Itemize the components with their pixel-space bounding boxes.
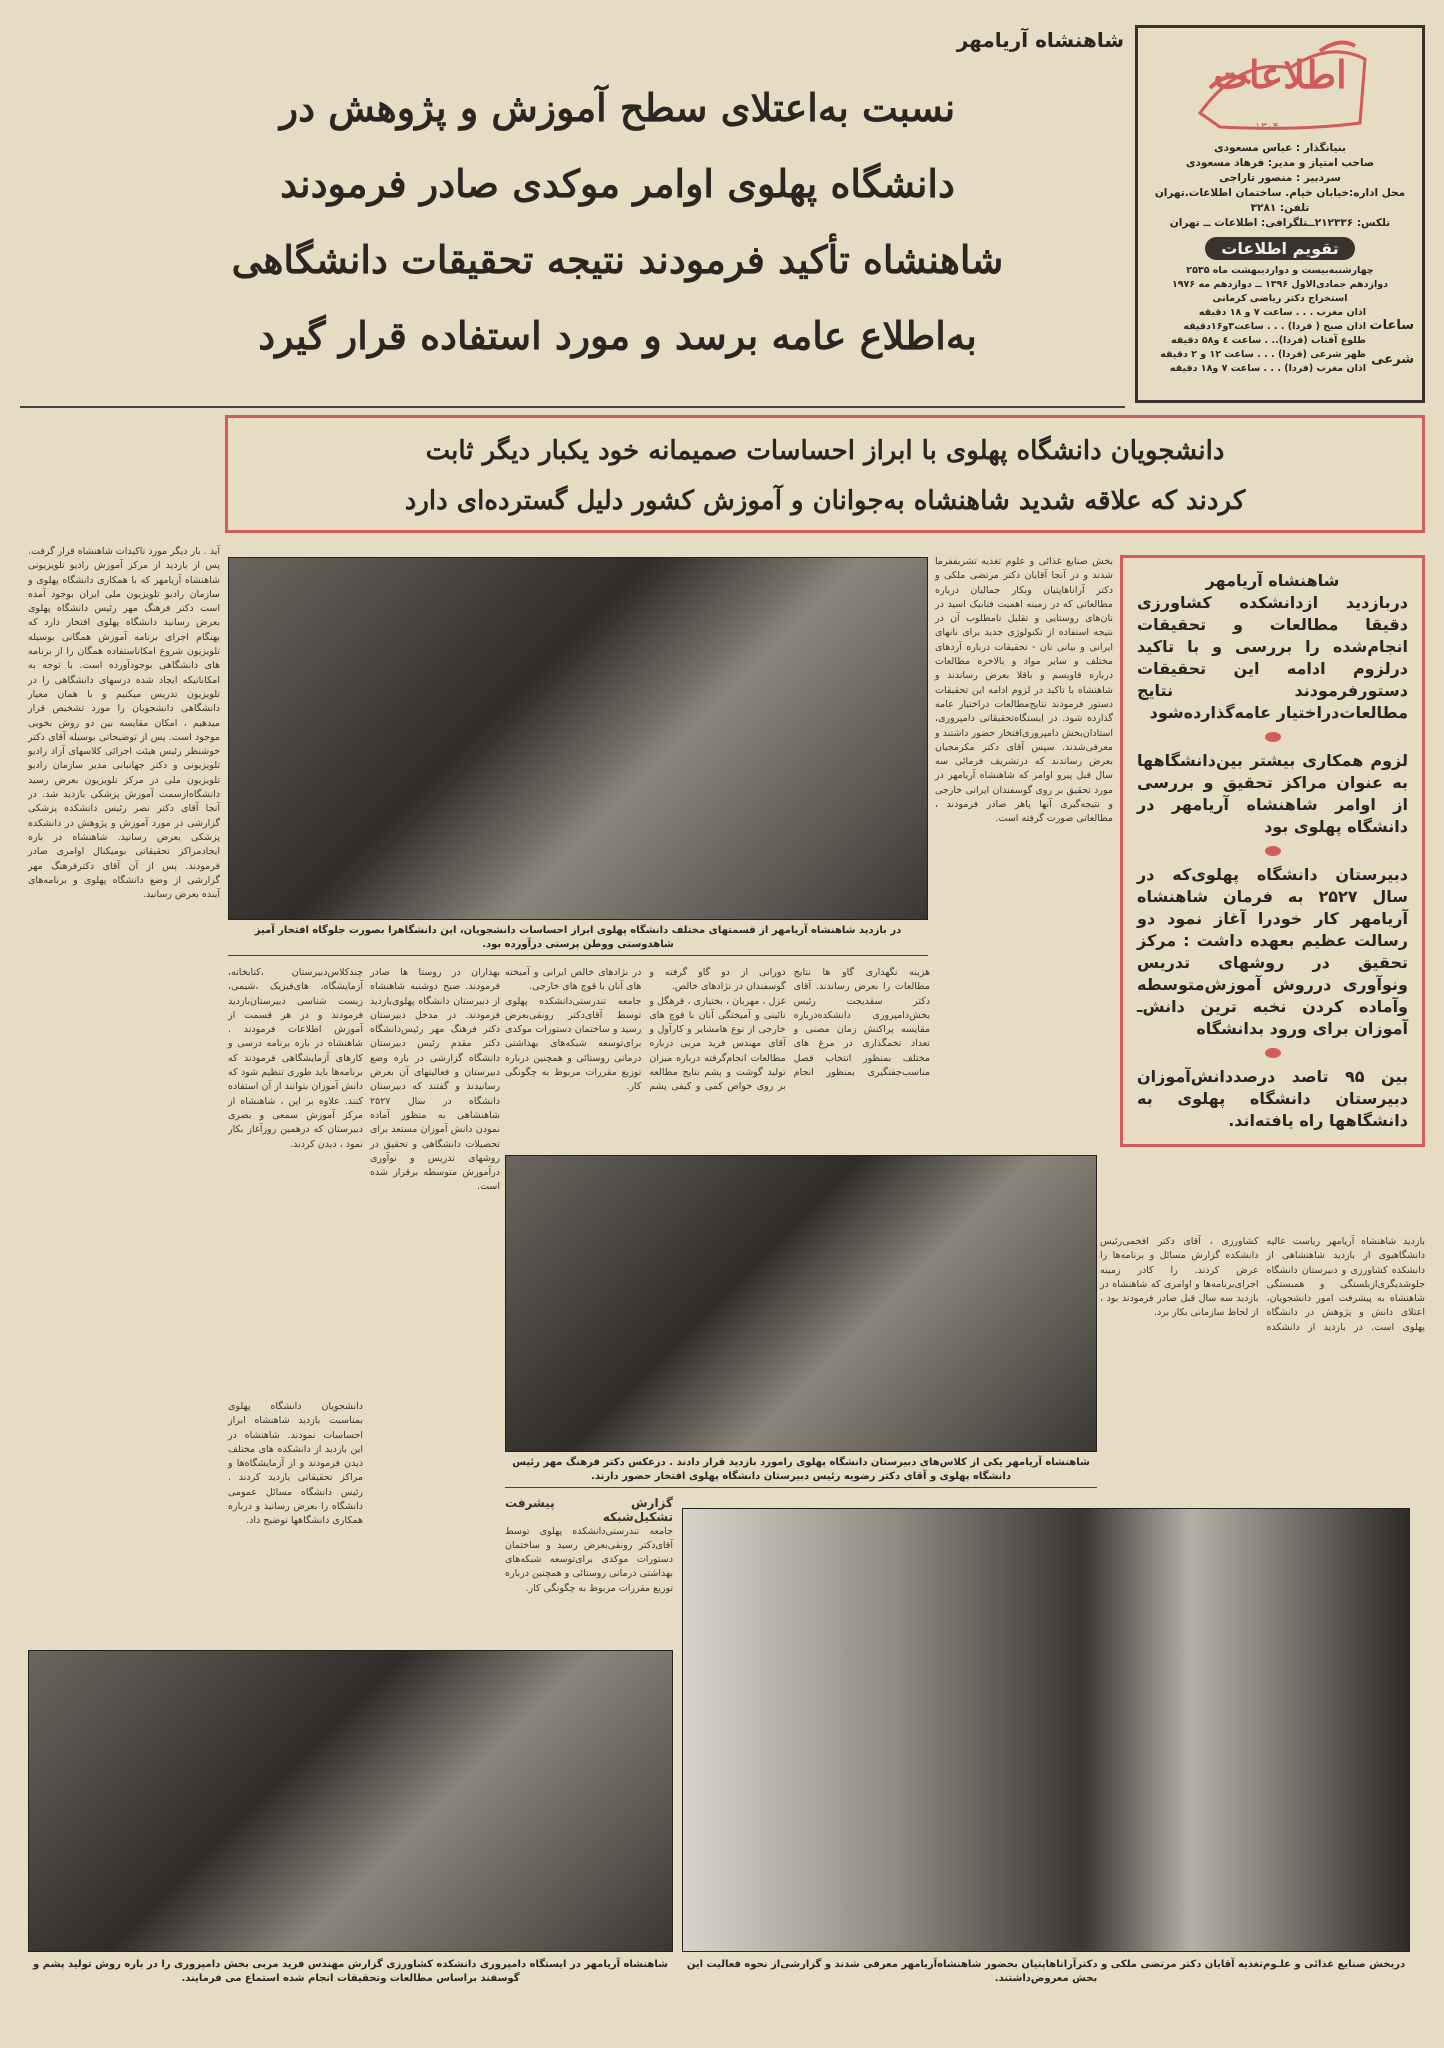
article-column: هزینه نگهداری گاو ها نتایج مطالعات را بعرض رساندند. آقای دکتر سقدیجت رئیس بخش‌دامپروری دانشکده‌درباره مقایسه پراکنش زمان مصنی و تعداد تخمگذاری در مرغ های مختلف بمنظور انتخاب فصل مناسب‌جفتگیری بمنظور انجام دورانی از دو گاو گرفته و گوسفندان در نژادهای خالص. — [649, 967, 930, 1079]
left-column: آید . بار دیگر مورد تاکیدات شاهنشاه قرار گرفت. پس از بازدید از مرکز آموزش رادیو تلویزیونی شاهنشاه آریامهر که با همکاری دانشگاه پهلوی و سازمان رادیو تلویزیون ملی ایران بوجود آمده است دکتر فرهنگ مهر رئیس دانشگاه پهلوی بعرض رسانید دانشگاه پهلوی افتخار دارد که بهنگام اجرای برنامه آموزش همگانی بوسیله تلویزیون شروع امکاناستفاده همگان را از برنامه های دانشگاهی بوجودآورده است. با توجه به امکاناتیکه ایجاد شده درسهای دانشگاهی را در تلویزیون تدریس میکنیم و با همان معیار دانشگاهی دانشجویان را مورد تشخیص قرار میدهیم ، امکان مقایسه بین دو روش بخوبی موجود است. پس از توضیحاتی بوسیله آقای دکتر خوشنظر رئیس هیئت اجرائی کلاسهای آزاد رادیو تلویزیونی و دکتر جهانبانی مدیر سازمان رادیو تلویزیون ملی در مرکز تلویزیون بعرض رسید دانشگاه‌ازسمت آموزش پزشکی بازدید شد. در آنجا آقای دکتر نصر رئیس دانشکده پزشکی گزارشی در مورد آموزش و پژوهش در دانشکده پزشکی بعرض رسانید. شاهنشاه در باره ایجادمراکز تحقیقاتی بومیکنال اوامری صادر فرمودند. پس از آن آقای دکترفرهنگ مهر گزارشی از وضع دانشگاه پهلوی و برنامه‌های آینده بعرض رسانید. — [28, 546, 220, 901]
founder: بنیانگذار : عباس مسعودی — [1214, 142, 1346, 154]
article-column: چندکلاس‌دبیرستان ،کتابخانه، آزمایشگاه، های‌فیزیک ،شیمی، زیست شناسی دبیرستان‌بازدید فرمودند و در هر قسمت از آموزش اطلاعات فرمودند . شاهنشاه در باره برنامه درسی و کارهای آزمایشگاهی فرمودند که برنامه‌ها باید طوری تنظیم شود که دانش آموزان بتوانند از آن استفاده کنند. علاوه بر این ، شاهنشاه از مرکز آموزش سمعی و بصری دبیرستان که درهمین روزآغاز بکار نمود ، دیدن کردند. — [228, 967, 363, 1150]
article-column: بخش صنایع غذائی و علوم تغذیه تشریففرما شدند و در آنجا آقایان دکتر مرتضی ملکی و دکتر آراناهاپتیان وبکار جمالیان درباره مطالعاتی که در زمینه اهمیت فتابیک اسید در نان‌های روستایی و تقلیل نامطلوب آن در نتیجه استفاده از تکنولوژی جدید برای نانهای ایرانی و بیانی نان - تحقیقات درباره آردهای مختلف و سایر مواد و بالاخره مطالعات درباره قاویسم و باقلا بعرض رساندند و شاهنشاه با تاکید در لزوم ادامه این تحقیقات دستور فرمودند نتایج‌مطالعات دراختیار عامه گذارده شود. در ایستگاه‌تحقیقاتی دامپروری، استادان‌بخش دامپروری‌افتخار حضور داشتند و معرفی‌شدند. سپس آقای دکتر مکرمجیان بعرض رساندند که در‌تشریف فرمائی سه سال قبل پیرو اوامر که شاهنشاه آریامهر در مورد تحقیق بر روی گوسفندان ایرانی خارجی و نتیجه‌گیری آنها پاهر صادر فرمودند ، مطالعاتی صورت گرفته است. — [935, 556, 1113, 825]
report-text: جامعه تندرستی‌دانشکده پهلوی توسط آقای‌دکتر رونقی‌بعرض رسید و ساختمان دستورات موکدی برای‌توسعه شبکه‌های بهداشتی درمانی روستائی و همچنین درباره توزیع مقررات مربوط به چگونگی کار. — [505, 1525, 673, 1594]
bullet-dot-icon — [1265, 846, 1281, 856]
editor: سردبیر : منصور تاراجی — [1219, 172, 1341, 184]
credits — [1146, 141, 1414, 231]
publisher: صاحب امتیاز و مدیر: فرهاد مسعودی — [1185, 157, 1375, 169]
headline-line: دانشگاه پهلوی اوامر موکدی صادر فرمودند — [280, 161, 955, 206]
subheadline-box — [225, 415, 1425, 533]
calendar — [1146, 264, 1414, 376]
telex: تلکس: ۲۱۲۳۳۶ــتلگرافی: اطلاعات ــ تهران — [1169, 217, 1391, 229]
prayer-time: اذان مغرب (فردا) . . . ساعت ۷ و۱۸ دقیقه — [1169, 363, 1366, 374]
article-column: غزل ، مهربان ، بختیاری ، قرهگل و نائینی و آمیختگی آنان با قوچ های خارجی از نوع هامشایر و کارآول و آقای مهندس فرید مربی درباره مطالعات انجام‌گرفته درباره میزان تولید گوشت و پشم نتایج مطالعه بر روی خواص کمی و کیفی پشم در نژادهای خالص ایرانی و آمیخته های آنان با قوچ های خارجی. — [505, 967, 786, 1093]
headline-line: به‌اطلاع عامه برسد و مورد استفاده قرار گیرد — [258, 313, 977, 358]
kicker: شاهنشاه آریامهر — [956, 28, 1124, 52]
photo1-caption: در بازدید شاهنشاه آریامهر از قسمتهای مختلف دانشگاه پهلوی ابراز احساسات دانشجویان، این دانشگاهرا بصورت جلوگاه افتخار آمیز شاهدوستی ووطن پرستی درآورده بود. — [228, 924, 928, 956]
calendar-title: تقویم اطلاعات — [1205, 237, 1354, 260]
prayer-time: اذان صبح ( فردا) . . . ساعت۳و۱۶دقیقه — [1183, 321, 1366, 332]
photo3-caption: دربخش صنایع غذائی و علـوم‌تغذیه آقایان دکتر مرتضی ملکی و دکترآراناهاپتیان بحضور شاهنشاه‌آریامهر معرفی شدند و گزارشی‌از نحوه فعالیت این بخش معروض‌داشتند. — [686, 1959, 1406, 1984]
divider — [20, 406, 1125, 408]
article-column: بازدید شاهنشاه آریامهر ریاست عالیه دانشگاهیوی از بازدید شاهنشاهی از دانشکده کشاورزی و دبیرستان دانشگاه جلوشدیگری‌ازبلستگی و همبستگی شاهنشاه به پیشرفت امور دانشجویان، اعتلای دانش و پژوهش در دانشگاه پهلوی است. در بازدید از دانشکده کشاورزی ، آقای دکتر افخمی‌رئیس دانشکده گزارش مسائل و برنامه‌ها را عرض کردند. را کادر زمینه اجرای‌برنامه‌ها و اوامری که شاهنشاه در بازدید سه سال قبل صادر فرمودند بود ، از لحاظ سازمانی بکار برد. — [1100, 1236, 1425, 1333]
article-column: جامعه تندرستی‌دانشکده پهلوی توسط آقای‌دکتر رونقی‌بعرض رسید و ساختمان دستورات موکدی برای‌توسعه شبکه‌های بهداشتی درمانی روستائی و همچنین درباره توزیع مقررات مربوط به چگونگی کار. — [505, 995, 642, 1093]
highlights-box — [1120, 555, 1425, 1147]
bullet-dot-icon — [1265, 732, 1281, 742]
logo-text: اطلاعات — [1213, 52, 1347, 97]
phone: تلفن: ۳۲۸۱ — [1250, 202, 1310, 214]
headline-line: شاهنشاه تأکید فرمودند نتیجه تحقیقات دانشگاهی — [231, 237, 1004, 282]
subheadline-line: کردند که علاقه شدید شاهنشاه به‌جوانان و آموزش کشور دلیل گسترده‌ای دارد — [404, 486, 1246, 516]
logo-year: ۱۳۰۴ — [1255, 120, 1279, 133]
date-line: دوازدهم جمادی‌الاول ۱۳۹۶ ــ دوازدهم مه ۱۹۷۶ — [1171, 279, 1389, 290]
bullet-dot-icon — [1265, 1048, 1281, 1058]
prayer-time: ظهر شرعی (فردا) . . . ساعت ۱۲ و ۲ دقیقه — [1160, 349, 1366, 360]
highlight-item: دربازدید ازدانشکده کشاورزی دقیقا مطالعات و تحقیقات انجام‌شده را بررسی و با تاکید درلزوم ادامه این تحقیقات دستورفرمودند نتایج مطالعات‌دراختیار عامه‌گذارده‌شود — [1137, 593, 1408, 722]
photo-students-welcome — [228, 557, 928, 920]
highlight-item: لزوم همکاری بیشتر بین‌دانشگاهها به عنوان مراکز تحقیق و بررسی از اوامر شاهنشاه آریامهر در دانشگاه پهلوی بود — [1137, 751, 1408, 836]
highlight-item: بین ۹۵ تاصد درصددانش‌آموزان دبیرستان دانشگاه پهلوی به دانشگاهها راه یافته‌اند. — [1137, 1067, 1408, 1130]
prayer-time: اذان مغرب . . . ساعت ۷ و ۱۸ دقیقه — [1198, 307, 1366, 318]
photo2-caption: شاهنشاه آریامهر یکی از کلاس‌های دبیرستان دانشگاه پهلوی رامورد بازدید قرار دادند . درعکس دکتر فرهنگ مهر رئیس دانشگاه پهلوی و آقای دکتر رضویه رئیس دبیرستان دانشگاه پهلوی افتخار حضور دارند. — [505, 1456, 1097, 1488]
date-line: چهارشنبه‌بیست و دواردیبهشت ماه ۲۵۳۵ — [1186, 265, 1374, 276]
times-label: شرعی — [1371, 352, 1414, 367]
report-heading: گزارش پیشرفت تشکیل‌شبکه — [505, 1496, 673, 1525]
newspaper-logo — [1180, 33, 1380, 137]
prayer-time: طلوع آفتاب (فردا).. . ساعت ٤ و۵۸ دقیقه — [1170, 335, 1366, 346]
main-headline — [110, 70, 1125, 374]
photo-classroom — [505, 1155, 1097, 1452]
article-column: دانشجویان دانشگاه پهلوی بمناسبت بازدید شاهنشاه ابراز احساسات نمودند. شاهنشاه در این بازدید از دانشکده های مختلف دیدن فرمودند و از آزمایشگاه‌ها و مراکز تحقیقاتی بازدید کردند . رئیس دانشگاه مسائل عمومی دانشگاه را بعرض رسانید و درباره همکاری دانشگاهها توضیح داد. — [228, 1401, 363, 1527]
times-label: ساعات — [1369, 318, 1414, 333]
address: محل اداره:خیابان خیام. ساختمان اطلاعات.تهران — [1154, 187, 1406, 199]
highlight-item: دبیرستان دانشگاه پهلوی‌که در سال ۲۵۲۷ به فرمان شاهنشاه آریامهر کار خودرا آغاز نمود دو رسالت عظیم بعهده داشت : مرکز تحقیق در روشهای تدریس ونوآوری درروش آموزش‌متوسطه وآماده کردن نخبه ترین دانش‌ـ آموزان برای ورود بدانشگاه — [1137, 865, 1408, 1038]
date-line: استخراج دکتر ریاضی کرمانی — [1212, 293, 1348, 304]
highlights-title: شاهنشاه آریامهر — [1205, 571, 1340, 590]
photo-livestock-station — [28, 1650, 673, 1952]
masthead — [1135, 25, 1425, 403]
subheadline-line: دانشجویان دانشگاه پهلوی با ابراز احساسات صمیمانه خود یکبار دیگر ثابت — [425, 436, 1225, 466]
photo-food-science-lab — [682, 1508, 1410, 1952]
photo4-caption: شاهنشاه آریامهر در ایستگاه دامپروری دانشکده کشاورزی گزارش مهندس فرید مربی بخش دامپروری را در باره روش تولید پشم و گوسفند براساس مطالعات وتحقیقات انجام شده استماع می فرمایند. — [33, 1959, 668, 1984]
prayer-times — [1146, 306, 1366, 376]
article-columns-group — [505, 966, 930, 1095]
report-column — [505, 1496, 673, 1596]
article-column: بهداران در روستا ها صادر فرمودند. صبح دوشنبه شاهنشاه از دبیرستان دانشگاه پهلوی‌بازدید فرمودند. در مدخل دبیرستان دکتر فرهنگ مهر رئیس‌دانشگاه دکتر مقدم رئیس دبیرستان دانشگاه گزارشی در باره وضع دبیرستان و فعالیتهای آن بعرض رسانیدند و گفتند که دبیرستان دانشگاه در سال ۲۵۲۷ شاهنشاهی به منظور آماده نمودن دانش آموزان مستعد برای تحصیلات دانشگاهی و تحقیق در روشهای تدریس و نوآوری درآموزش متوسطه برقرار شده است. — [370, 967, 500, 1193]
headline-line: نسبت به‌اعتلای سطح آموزش و پژوهش در — [279, 85, 956, 130]
